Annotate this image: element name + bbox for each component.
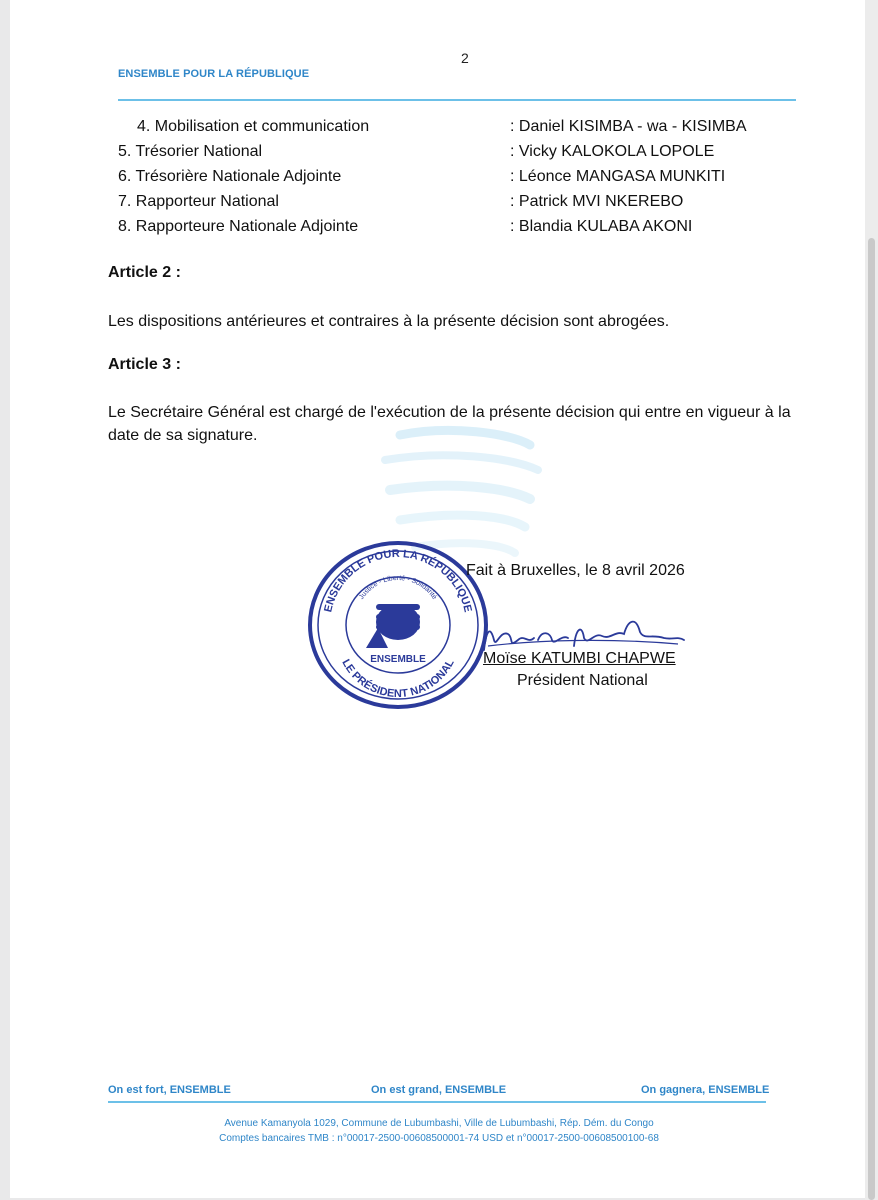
scrollbar-thumb[interactable]	[868, 238, 875, 1200]
signatory-title: Président National	[517, 672, 648, 689]
footer-motto-center: On est grand, ENSEMBLE	[371, 1084, 507, 1096]
signatory-name: Moïse KATUMBI CHAPWE	[483, 650, 676, 667]
member-role: 6. Trésorière Nationale Adjointe	[118, 168, 342, 185]
member-row	[0, 118, 855, 140]
member-name: : Daniel KISIMBA - wa - KISIMBA	[510, 118, 747, 135]
member-name: : Vicky KALOKOLA LOPOLE	[510, 143, 715, 160]
stamp-inner-text: Justice - Liberté - Solidarité	[358, 574, 438, 601]
stamp-center-text: ENSEMBLE	[370, 654, 426, 665]
member-role: 5. Trésorier National	[118, 143, 263, 160]
header-divider	[118, 99, 796, 101]
member-row	[0, 168, 855, 190]
footer-bank-accounts: Comptes bancaires TMB : n°00017-2500-00608500001-74 USD et n°00017-2500-00608500100-68	[219, 1133, 659, 1144]
article-body: Les dispositions antérieures et contraires à la présente décision sont abrogées.	[108, 313, 670, 330]
member-name: : Blandia KULABA AKONI	[510, 218, 693, 235]
page-number: 2	[461, 50, 469, 66]
article-title: Article 2 :	[108, 264, 181, 281]
footer-address: Avenue Kamanyola 1029, Commune de Lubumbashi, Ville de Lubumbashi, Rép. Dém. du Congo	[224, 1118, 654, 1129]
stamp-bottom-text: LE PRÉSIDENT NATIONAL	[339, 657, 457, 701]
signature-place-date: Fait à Bruxelles, le 8 avril 2026	[466, 562, 685, 579]
member-role: 7. Rapporteur National	[118, 193, 279, 210]
member-name: : Patrick MVI NKEREBO	[510, 193, 684, 210]
member-role: 8. Rapporteure Nationale Adjointe	[118, 218, 359, 235]
member-name: : Léonce MANGASA MUNKITI	[510, 168, 726, 185]
stamp-top-text: ENSEMBLE POUR LA RÉPUBLIQUE	[322, 547, 474, 614]
member-row	[0, 193, 855, 215]
member-row	[0, 143, 855, 165]
organization-header: ENSEMBLE POUR LA RÉPUBLIQUE	[118, 68, 310, 80]
article-title: Article 3 :	[108, 356, 181, 373]
footer-motto-left: On est fort, ENSEMBLE	[108, 1084, 231, 1096]
official-stamp	[306, 540, 490, 710]
footer-motto-right: On gagnera, ENSEMBLE	[641, 1084, 770, 1096]
scrollbar-track[interactable]	[865, 0, 878, 1200]
footer-divider	[108, 1101, 766, 1103]
clasped-hands-icon	[366, 604, 420, 648]
article-body: Le Secrétaire Général est chargé de l'exécution de la présente décision qui entre en vigueur à la date de sa signature.	[108, 404, 791, 444]
member-role: 4. Mobilisation et communication	[137, 118, 370, 135]
member-row	[0, 218, 855, 240]
